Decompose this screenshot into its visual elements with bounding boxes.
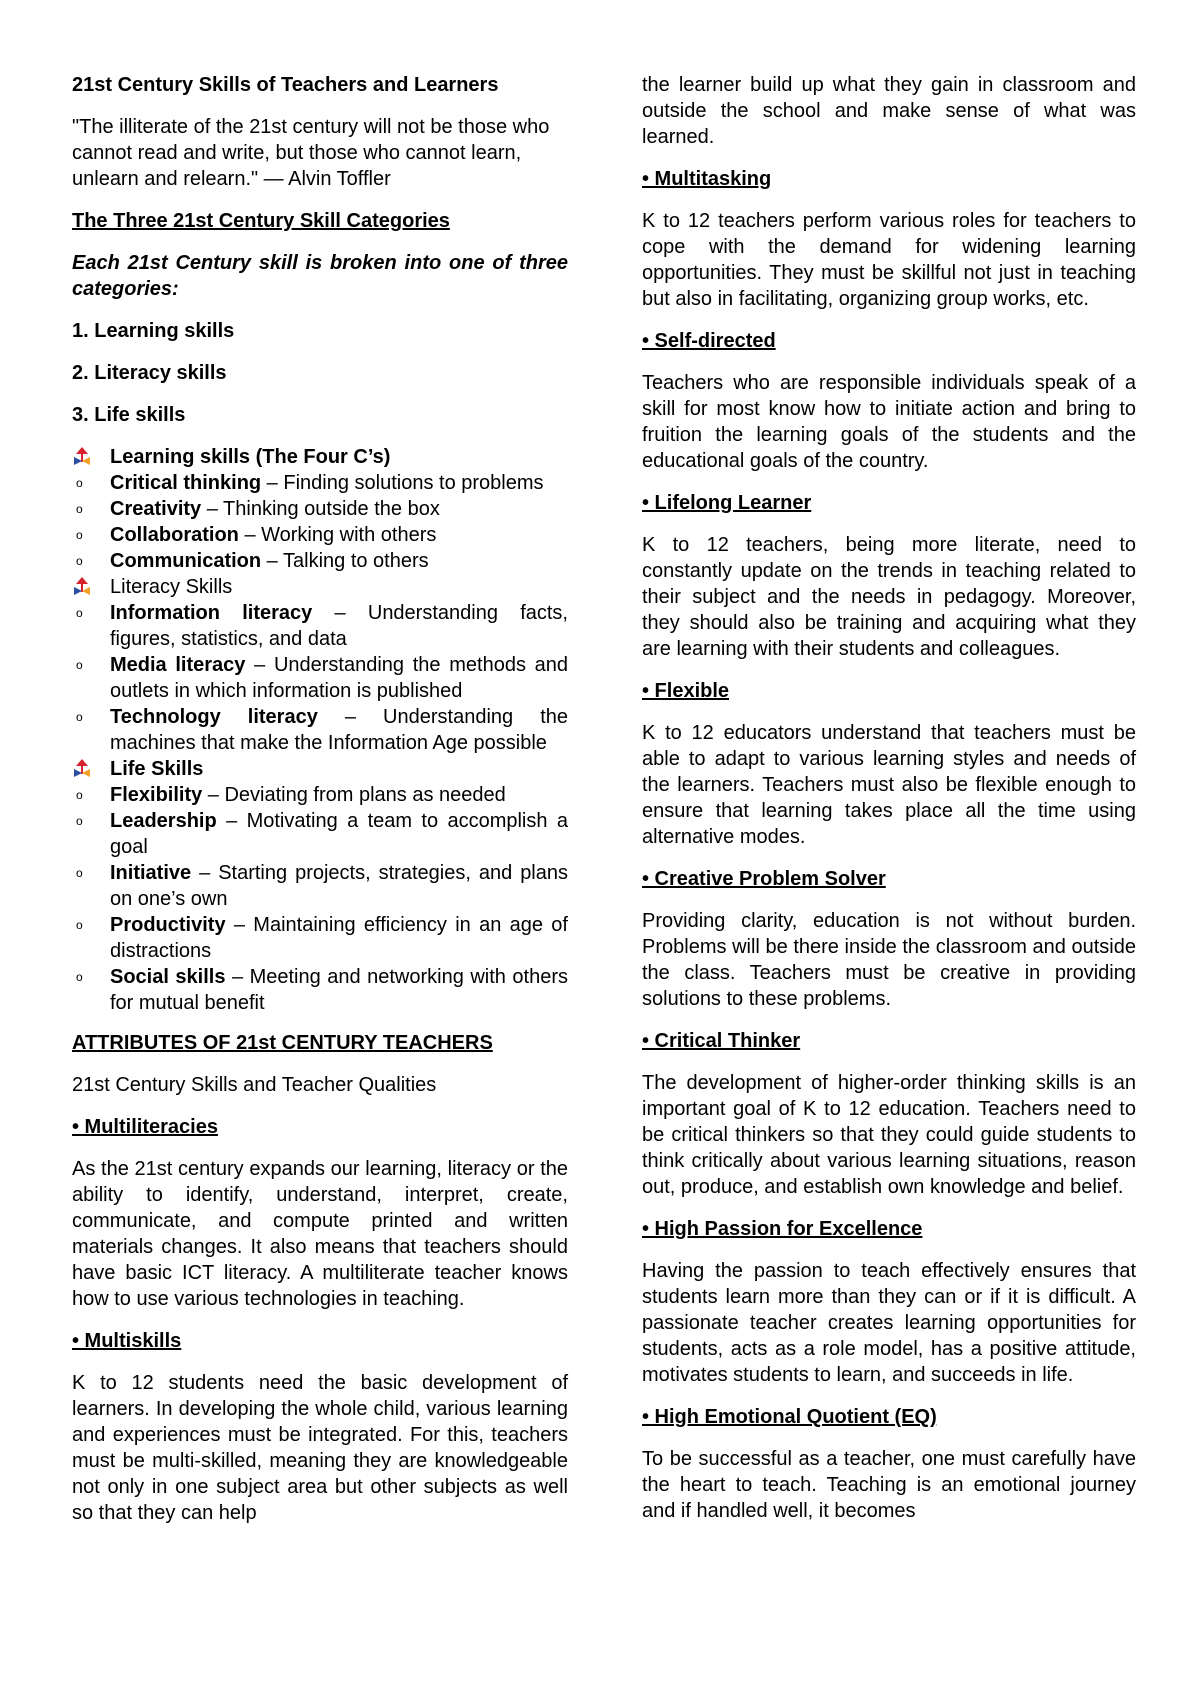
skill-item bbox=[72, 522, 568, 548]
attribute-heading: • High Passion for Excellence bbox=[642, 1218, 923, 1240]
attribute-heading: • Lifelong Learner bbox=[642, 492, 812, 514]
skill-term: Initiative bbox=[110, 862, 192, 884]
hollow-circle-bullet-icon: o bbox=[76, 814, 83, 828]
attribute-text: Teachers who are responsible individuals speak of a skill for most know how to initiate action and bring to fruition the learning goals of the students and the educational goals of the country. bbox=[642, 372, 1136, 472]
skill-term: Life Skills bbox=[110, 758, 204, 780]
skill-term: Leadership bbox=[110, 810, 217, 832]
attribute-sections bbox=[642, 166, 1136, 1524]
multiliteracies-heading: • Multiliteracies bbox=[72, 1116, 218, 1138]
hollow-circle-bullet-icon: o bbox=[76, 502, 83, 516]
attribute-text: To be successful as a teacher, one must carefully have the heart to teach. Teaching is an emotional journey and if handled well, it becomes bbox=[642, 1448, 1136, 1522]
hollow-circle-bullet-icon: o bbox=[76, 658, 83, 672]
category-item-2: 2. Literacy skills bbox=[72, 362, 227, 384]
skill-description: – Understanding the machines that make the Information Age possible bbox=[110, 706, 568, 754]
hollow-circle-bullet-icon: o bbox=[76, 970, 83, 984]
skill-description: – Starting projects, strategies, and plans on one’s own bbox=[110, 862, 568, 910]
skill-item bbox=[72, 912, 568, 964]
category-item-1: 1. Learning skills bbox=[72, 320, 235, 342]
skill-text bbox=[110, 446, 390, 468]
skill-description: – Deviating from plans as needed bbox=[202, 784, 506, 806]
skill-term: Information literacy bbox=[110, 602, 313, 624]
hollow-circle-bullet-icon: o bbox=[76, 788, 83, 802]
hollow-circle-bullet-icon: o bbox=[76, 554, 83, 568]
skill-term: Communication bbox=[110, 550, 262, 572]
attribute-text: K to 12 teachers, being more literate, need to constantly update on the trends in teaching related to their subject and the needs in pedagogy. Moreover, they should also be training and acquiring what they are learning with their students and colleagues. bbox=[642, 534, 1136, 660]
skill-description: – Thinking outside the box bbox=[201, 498, 440, 520]
skill-group-item bbox=[72, 444, 568, 470]
skill-list bbox=[72, 444, 568, 1016]
skill-text bbox=[110, 966, 568, 1014]
multiskills-heading: • Multiskills bbox=[72, 1330, 182, 1352]
attributes-heading: ATTRIBUTES OF 21st CENTURY TEACHERS bbox=[72, 1032, 493, 1054]
skill-description: – Motivating a team to accomplish a goal bbox=[110, 810, 568, 858]
skill-text bbox=[110, 784, 506, 806]
right-column bbox=[642, 72, 1136, 1540]
skill-text bbox=[110, 602, 568, 650]
skill-term: Collaboration bbox=[110, 524, 239, 546]
hollow-circle-bullet-icon: o bbox=[76, 918, 83, 932]
hollow-circle-bullet-icon: o bbox=[76, 866, 83, 880]
categories-intro: Each 21st Century skill is broken into one of three categories: bbox=[72, 252, 568, 300]
attribute-text: K to 12 teachers perform various roles for teachers to cope with the demand for widening learning opportunities. They must be skillful not just in teaching but also in facilitating, organizing group works, etc. bbox=[642, 210, 1136, 310]
skill-text bbox=[110, 706, 568, 754]
attribute-heading: • Creative Problem Solver bbox=[642, 868, 886, 890]
skill-description: – Talking to others bbox=[261, 550, 429, 572]
left-column bbox=[72, 72, 568, 1542]
skill-text bbox=[110, 810, 568, 858]
skill-text bbox=[110, 524, 436, 546]
attribute-heading: • Critical Thinker bbox=[642, 1030, 801, 1052]
skill-item bbox=[72, 964, 568, 1016]
attribute-heading: • High Emotional Quotient (EQ) bbox=[642, 1406, 937, 1428]
skill-item bbox=[72, 470, 568, 496]
attribute-text: Providing clarity, education is not without burden. Problems will be there inside the classroom and outside the class. Teachers must be creative in providing solutions to these problems. bbox=[642, 910, 1136, 1010]
skill-text bbox=[110, 862, 568, 910]
skill-group-item bbox=[72, 756, 568, 782]
attribute-text: The development of higher-order thinking skills is an important goal of K to 12 education. Teachers need to be critical thinkers so that they could guide students to think critically about various learning situations, reason out, produce, and establish own knowledge and belief. bbox=[642, 1072, 1136, 1198]
attribute-text: Having the passion to teach effectively ensures that students learn more than they can or if it is difficult. A passionate teacher creates learning opportunities for students, acts as a role model, has a positive attitude, motivates students to learn, and succeeds in life. bbox=[642, 1260, 1136, 1386]
flag-bullet-icon bbox=[72, 574, 92, 598]
opening-quote: "The illiterate of the 21st century will not be those who cannot read and write, but those who cannot learn, unlearn and relearn." — Alvin Toffler bbox=[72, 116, 550, 190]
skill-text bbox=[110, 758, 203, 780]
skill-item bbox=[72, 808, 568, 860]
skill-description: – Understanding facts, figures, statistics, and data bbox=[110, 602, 568, 650]
attribute-heading: • Flexible bbox=[642, 680, 730, 702]
skill-item bbox=[72, 600, 568, 652]
document-title: 21st Century Skills of Teachers and Learners bbox=[72, 74, 499, 96]
skill-text bbox=[110, 472, 544, 494]
skill-term: Flexibility bbox=[110, 784, 203, 806]
attribute-heading: • Multitasking bbox=[642, 168, 772, 190]
hollow-circle-bullet-icon: o bbox=[76, 476, 83, 490]
multiliteracies-text: As the 21st century expands our learning, literacy or the ability to identify, understand, interpret, create, communicate, and compute printed and written materials changes. It also means that teachers should have basic ICT literacy. A multiliterate teacher knows how to use various technologies in teaching. bbox=[72, 1158, 568, 1310]
skill-item bbox=[72, 860, 568, 912]
skill-text bbox=[110, 550, 429, 572]
skill-text bbox=[110, 498, 440, 520]
skill-term: Learning skills (The Four C’s) bbox=[110, 446, 391, 468]
skill-description: Literacy Skills bbox=[110, 576, 233, 598]
hollow-circle-bullet-icon: o bbox=[76, 528, 83, 542]
category-item-3: 3. Life skills bbox=[72, 404, 186, 426]
skill-term: Technology literacy bbox=[110, 706, 318, 728]
multiskills-text: K to 12 students need the basic development of learners. In developing the whole child, various learning and experiences must be integrated. For this, teachers must be multi-skilled, meaning they are knowledgeable not only in one subject area but other subjects as well so that they can help bbox=[72, 1372, 568, 1524]
skill-description: – Maintaining efficiency in an age of distractions bbox=[110, 914, 568, 962]
attributes-subheading: 21st Century Skills and Teacher Qualities bbox=[72, 1074, 437, 1096]
categories-heading: The Three 21st Century Skill Categories bbox=[72, 210, 450, 232]
skill-description: – Meeting and networking with others for mutual benefit bbox=[110, 966, 569, 1014]
skill-description: – Finding solutions to problems bbox=[261, 472, 544, 494]
skill-text bbox=[110, 914, 568, 962]
continuation-text: the learner build up what they gain in classroom and outside the school and make sense of what was learned. bbox=[642, 74, 1136, 148]
flag-bullet-icon bbox=[72, 444, 92, 468]
skill-text bbox=[110, 654, 568, 702]
hollow-circle-bullet-icon: o bbox=[76, 710, 83, 724]
skill-item bbox=[72, 496, 568, 522]
skill-item bbox=[72, 548, 568, 574]
skill-item bbox=[72, 704, 568, 756]
skill-term: Productivity bbox=[110, 914, 226, 936]
attribute-heading: • Self-directed bbox=[642, 330, 776, 352]
skill-description: – Understanding the methods and outlets in which information is published bbox=[110, 654, 569, 702]
attribute-text: K to 12 educators understand that teachers must be able to adapt to various learning styles and needs of the learners. Teachers must also be flexible enough to ensure that learning takes place all the time using alternative modes. bbox=[642, 722, 1136, 848]
skill-term: Creativity bbox=[110, 498, 202, 520]
skill-text bbox=[110, 576, 232, 598]
skill-item bbox=[72, 652, 568, 704]
skill-term: Critical thinking bbox=[110, 472, 262, 494]
skill-group-item bbox=[72, 574, 568, 600]
skill-item bbox=[72, 782, 568, 808]
flag-bullet-icon bbox=[72, 756, 92, 780]
skill-term: Social skills bbox=[110, 966, 226, 988]
hollow-circle-bullet-icon: o bbox=[76, 606, 83, 620]
skill-term: Media literacy bbox=[110, 654, 246, 676]
skill-description: – Working with others bbox=[238, 524, 437, 546]
